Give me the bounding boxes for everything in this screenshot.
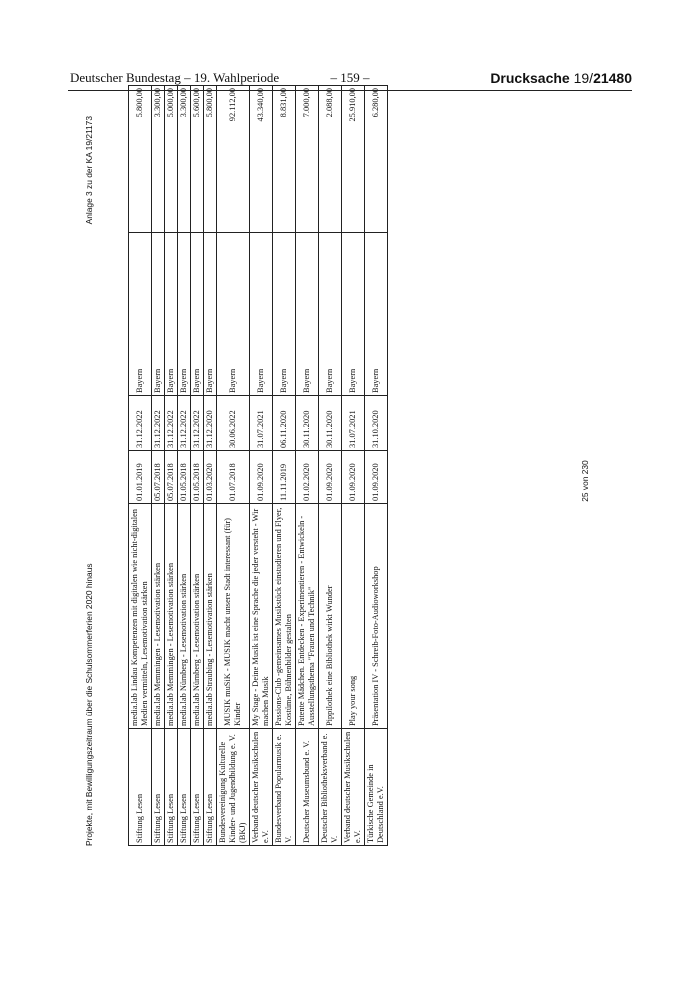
end-date-cell: 31.12.2020	[204, 396, 217, 451]
end-date-cell: 31.12.2022	[191, 396, 204, 451]
state-cell: Bayern	[250, 233, 273, 396]
end-date-cell: 30.11.2020	[319, 396, 342, 451]
table-row	[191, 86, 204, 846]
drucksache-prefix: Drucksache	[490, 70, 570, 86]
project-cell: Pippilothek eine Bibliothek wirkt Wunder	[319, 504, 342, 729]
org-cell: Deutscher Bibliotheksverband e. V.	[319, 729, 342, 846]
rotated-page-content	[84, 88, 590, 846]
table-row	[273, 86, 296, 846]
table-row	[319, 86, 342, 846]
start-date-cell: 01.09.2020	[250, 451, 273, 504]
end-date-cell: 31.12.2022	[152, 396, 165, 451]
amount-cell: 43.340,00	[250, 86, 273, 233]
end-date-cell: 06.11.2020	[273, 396, 296, 451]
amount-cell: 5.600,00	[191, 86, 204, 233]
state-cell: Bayern	[191, 233, 204, 396]
amount-cell: 3.300,00	[178, 86, 191, 233]
project-cell: media.lab Nürnberg - Lesemotivation stärken	[178, 504, 191, 729]
org-cell: Verband deutscher Musikschulen e.V.	[342, 729, 365, 846]
amount-cell: 2.088,00	[319, 86, 342, 233]
start-date-cell: 01.09.2020	[342, 451, 365, 504]
projects-table-body	[129, 86, 388, 846]
table-row	[165, 86, 178, 846]
state-cell: Bayern	[273, 233, 296, 396]
start-date-cell: 11.11.2019	[273, 451, 296, 504]
start-date-cell: 01.05.2018	[178, 451, 191, 504]
state-cell: Bayern	[319, 233, 342, 396]
amount-cell: 8.831,00	[273, 86, 296, 233]
project-cell: Präsentation IV - Schreib-Foto-Audioworkshop	[365, 504, 388, 729]
table-row	[217, 86, 250, 846]
amount-cell: 5.000,00	[165, 86, 178, 233]
table-row	[342, 86, 365, 846]
org-cell: Türkische Gemeinde in Deutschland e.V.	[365, 729, 388, 846]
drucksache-label	[490, 70, 632, 86]
table-row	[152, 86, 165, 846]
end-date-cell: 30.11.2020	[296, 396, 319, 451]
amount-cell: 7.000,00	[296, 86, 319, 233]
state-cell: Bayern	[152, 233, 165, 396]
end-date-cell: 31.07.2021	[342, 396, 365, 451]
start-date-cell: 05.07.2018	[152, 451, 165, 504]
table-row	[178, 86, 191, 846]
org-cell: Stiftung Lesen	[191, 729, 204, 846]
start-date-cell: 01.01.2019	[129, 451, 152, 504]
start-date-cell: 05.07.2018	[165, 451, 178, 504]
start-date-cell: 01.02.2020	[296, 451, 319, 504]
org-cell: Verband deutscher Musikschulen e.V.	[250, 729, 273, 846]
project-cell: My Stage - Deine Musik ist eine Sprache die jeder versteht - Wir machen Musik	[250, 504, 273, 729]
table-row	[129, 86, 152, 846]
start-date-cell: 01.09.2020	[365, 451, 388, 504]
state-cell: Bayern	[204, 233, 217, 396]
table-row	[296, 86, 319, 846]
org-cell: Bundesverband Popularmusik e. V.	[273, 729, 296, 846]
projects-table	[128, 85, 388, 846]
project-cell: media.lab Straubing - Lesemotivation stärken	[204, 504, 217, 729]
project-cell: media.lab Lindau Kompetenzen mit digitalen wie nicht-digitalen Medien vermitteln, Lesemotivation stärken	[129, 504, 152, 729]
amount-cell: 92.112,00	[217, 86, 250, 233]
org-cell: Stiftung Lesen	[204, 729, 217, 846]
org-cell: Stiftung Lesen	[178, 729, 191, 846]
start-date-cell: 01.07.2018	[217, 451, 250, 504]
project-cell: media.lab Nürnberg - Lesemotivation stärken	[191, 504, 204, 729]
state-cell: Bayern	[365, 233, 388, 396]
project-cell: media.lab Memmingen - Lesemotivation stärken	[152, 504, 165, 729]
start-date-cell: 01.05.2018	[191, 451, 204, 504]
table-row	[365, 86, 388, 846]
amount-cell: 3.300,00	[152, 86, 165, 233]
project-cell: Passions-Club -gemeinsames Musikstück einstudieren und Flyer, Kostüme, Bühnenbilder gestalten	[273, 504, 296, 729]
state-cell: Bayern	[217, 233, 250, 396]
project-cell: media.lab Memmingen - Lesemotivation stärken	[165, 504, 178, 729]
amount-cell: 5.800,00	[129, 86, 152, 233]
end-date-cell: 31.12.2022	[165, 396, 178, 451]
end-date-cell: 31.10.2020	[365, 396, 388, 451]
page-number: – 159 –	[330, 70, 370, 85]
header-left: Deutscher Bundestag – 19. Wahlperiode	[70, 70, 280, 85]
org-cell: Stiftung Lesen	[165, 729, 178, 846]
end-date-cell: 31.12.2022	[129, 396, 152, 451]
project-cell: MUSIK muSiK - MUSIK macht unsere Stadt interessant (für) Kinder	[217, 504, 250, 729]
end-date-cell: 30.06.2022	[217, 396, 250, 451]
end-date-cell: 31.07.2021	[250, 396, 273, 451]
end-date-cell: 31.12.2022	[178, 396, 191, 451]
state-cell: Bayern	[165, 233, 178, 396]
project-cell: Play your song	[342, 504, 365, 729]
org-cell: Deutscher Museumsbund e. V.	[296, 729, 319, 846]
table-row	[204, 86, 217, 846]
table-title: Projekte, mit Bewilligungszeitraum über die Schulsommerferien 2020 hinaus	[84, 563, 94, 846]
amount-cell: 5.800,00	[204, 86, 217, 233]
state-cell: Bayern	[178, 233, 191, 396]
anlage-reference: Anlage 3 zu der KA 19/21173	[84, 116, 94, 225]
org-cell: Stiftung Lesen	[129, 729, 152, 846]
drucksache-number: 19/	[573, 70, 594, 86]
state-cell: Bayern	[342, 233, 365, 396]
start-date-cell: 01.03.2020	[204, 451, 217, 504]
state-cell: Bayern	[129, 233, 152, 396]
drucksache-number-bold: 21480	[593, 70, 632, 86]
amount-cell: 6.280,00	[365, 86, 388, 233]
project-cell: Patente Mädchen. Entdecken - Experimentieren - Entwickeln - Ausstellungsthema "Frauen und Technik"	[296, 504, 319, 729]
org-cell: Bundesvereinigung Kulturelle Kinder- und Jugendbildung e. V. (BKJ)	[217, 729, 250, 846]
start-date-cell: 01.09.2020	[319, 451, 342, 504]
state-cell: Bayern	[296, 233, 319, 396]
org-cell: Stiftung Lesen	[152, 729, 165, 846]
page-footer: 25 von 230	[580, 460, 590, 502]
amount-cell: 25.910,00	[342, 86, 365, 233]
table-row	[250, 86, 273, 846]
